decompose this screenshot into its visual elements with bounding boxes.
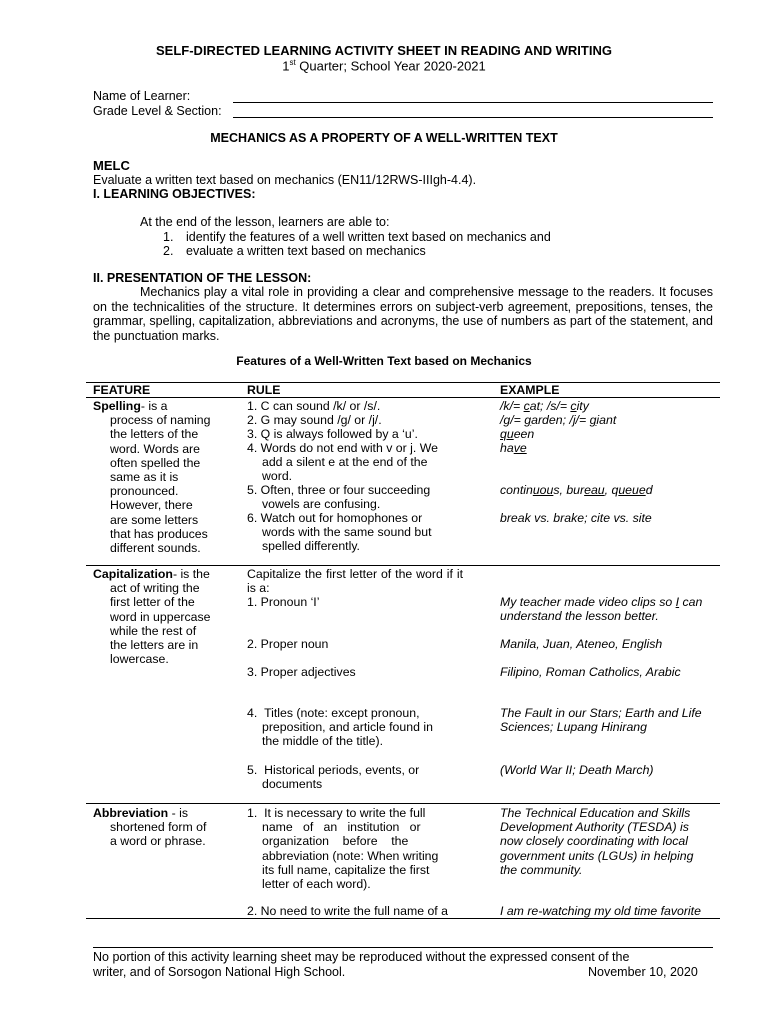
row-divider-1 [86,565,720,566]
spelling-example-5: continuous, bureau, queued [500,483,653,497]
capitalization-example-1: My teacher made video clips so I can understand the lesson better. [500,595,703,624]
capitalization-term: Capitalization [93,567,173,581]
spelling-rule-6: 6. Watch out for homophones or words with the same sound but spelled differently. [247,511,432,554]
abbreviation-term: Abbreviation [93,806,169,820]
grade-field [93,104,222,118]
capitalization-example-4: The Fault in our Stars; Earth and Life Sciences; Lupang Hinirang [500,706,702,735]
capitalization-def-line-1: - is the [172,567,210,581]
spelling-rule-3: 3. Q is always followed by a ‘u’. [247,427,418,441]
spelling-rule-2: 2. G may sound /g/ or /j/. [247,413,382,427]
objective-text: identify the features of a well written text based on mechanics and [186,230,551,244]
spelling-rule-5: 5. Often, three or four succeeding vowels are confusing. [247,483,431,512]
header-rule: RULE [247,383,281,397]
abbreviation-feature [93,806,223,849]
footer-rule [93,947,713,948]
spelling-rule-1: 1. C can sound /k/ or /s/. [247,399,381,413]
abbreviation-def-rest: shortened form of a word or phrase. [110,820,207,849]
capitalization-rule-2: 2. Proper noun [247,637,329,651]
capitalization-rule-1: 1. Pronoun ‘I’ [247,595,320,609]
abbreviation-rule-2: 2. No need to write the full name of a [247,904,448,918]
melc-text: Evaluate a written text based on mechanics (EN11/12RWS-IIIgh-4.4). [93,173,477,187]
spelling-example-1: /k/= cat; /s/= city [500,399,589,413]
objective-item-1 [163,230,551,244]
quarter-suffix: st [289,58,296,67]
spelling-example-2: /g/= garden; /j/= giant [500,413,617,427]
melc-label: MELC [93,158,130,173]
name-field [93,89,190,103]
objectives-intro: At the end of the lesson, learners are able to: [140,215,390,229]
spelling-term: Spelling [93,399,141,413]
header-feature: FEATURE [93,383,151,397]
spelling-def-rest: process of naming the letters of the word. Words are often spelled the same as it is pronounced. However, there are some letters that has produces different sounds. [110,413,211,556]
name-blank-line[interactable] [233,102,713,103]
quarter-text: Quarter; School Year 2020-2021 [295,58,486,74]
main-heading: MECHANICS AS A PROPERTY OF A WELL-WRITTEN TEXT [210,131,558,145]
spelling-example-3: queen [500,427,535,441]
spelling-rule-4: 4. Words do not end with v or j. We add a silent e at the end of the word. [247,441,438,484]
capitalization-rule-5: 5. Historical periods, events, or documents [247,763,420,792]
grade-label: Grade Level & Section: [93,104,222,118]
presentation-paragraph: Mechanics play a vital role in providing a clear and comprehensive message to the readers. It focuses on the technicalities of the structure. It determines errors on subject-verb agreement, prepositions, tenses, the grammar, spelling, capitalization, abbreviations and acronyms, the use of numbers as part of the statement, and the punctuation marks. [93,285,713,343]
row-divider-2 [86,803,720,804]
capitalization-def-rest: act of writing the first letter of the word in uppercase while the rest of the letters are in lowercase. [110,581,211,667]
header-example: EXAMPLE [500,383,560,397]
presentation-heading: II. PRESENTATION OF THE LESSON: [93,271,312,285]
spelling-example-4: have [500,441,527,455]
grade-blank-line[interactable] [233,117,713,118]
sheet-subtitle [0,58,768,73]
objective-num: 2. [163,244,174,258]
objective-item-2 [163,244,426,258]
capitalization-example-2: Manila, Juan, Ateneo, English [500,637,663,651]
objectives-heading: I. LEARNING OBJECTIVES: [93,187,256,201]
sheet-title: SELF-DIRECTED LEARNING ACTIVITY SHEET IN READING AND WRITING [156,43,612,58]
abbreviation-def-line-1: - is [168,806,188,820]
capitalization-feature [93,567,218,666]
objective-text: evaluate a written text based on mechanics [186,244,426,258]
capitalization-example-5: (World War II; Death March) [500,763,654,777]
footer-date: November 10, 2020 [588,965,698,979]
capitalization-rule-3: 3. Proper adjectives [247,665,356,679]
capitalization-intro: Capitalize the first letter of the word if it is a: [247,567,463,596]
footer-notice: No portion of this activity learning sheet may be reproduced without the expressed consent of the writer, and of Sorsogon National High School. [93,950,630,979]
spelling-feature [93,399,218,555]
spelling-example-6: break vs. brake; cite vs. site [500,511,652,525]
abbreviation-example-2: I am re-watching my old time favorite [500,904,701,918]
table-header-rule [86,397,720,398]
spelling-def-line-1: - is a [140,399,168,413]
abbreviation-example-1: The Technical Education and Skills Development Authority (TESDA) is now closely coordinating with local government units (LGUs) in helping the community. [500,806,694,877]
table-top-rule [86,382,720,383]
capitalization-rule-4: 4. Titles (note: except pronoun, preposition, and article found in the middle of the title). [247,706,433,749]
abbreviation-rule-1: 1. It is necessary to write the full name of an institution or organization before the abbreviation (note: When writing its full name, capitalize the first letter of each word). [247,806,439,892]
table-title: Features of a Well-Written Text based on Mechanics [236,354,532,368]
name-label: Name of Learner: [93,89,191,103]
quarter-number: 1 [282,58,290,74]
table-bottom-rule [86,918,720,919]
capitalization-example-3: Filipino, Roman Catholics, Arabic [500,665,681,679]
objective-num: 1. [163,230,174,244]
